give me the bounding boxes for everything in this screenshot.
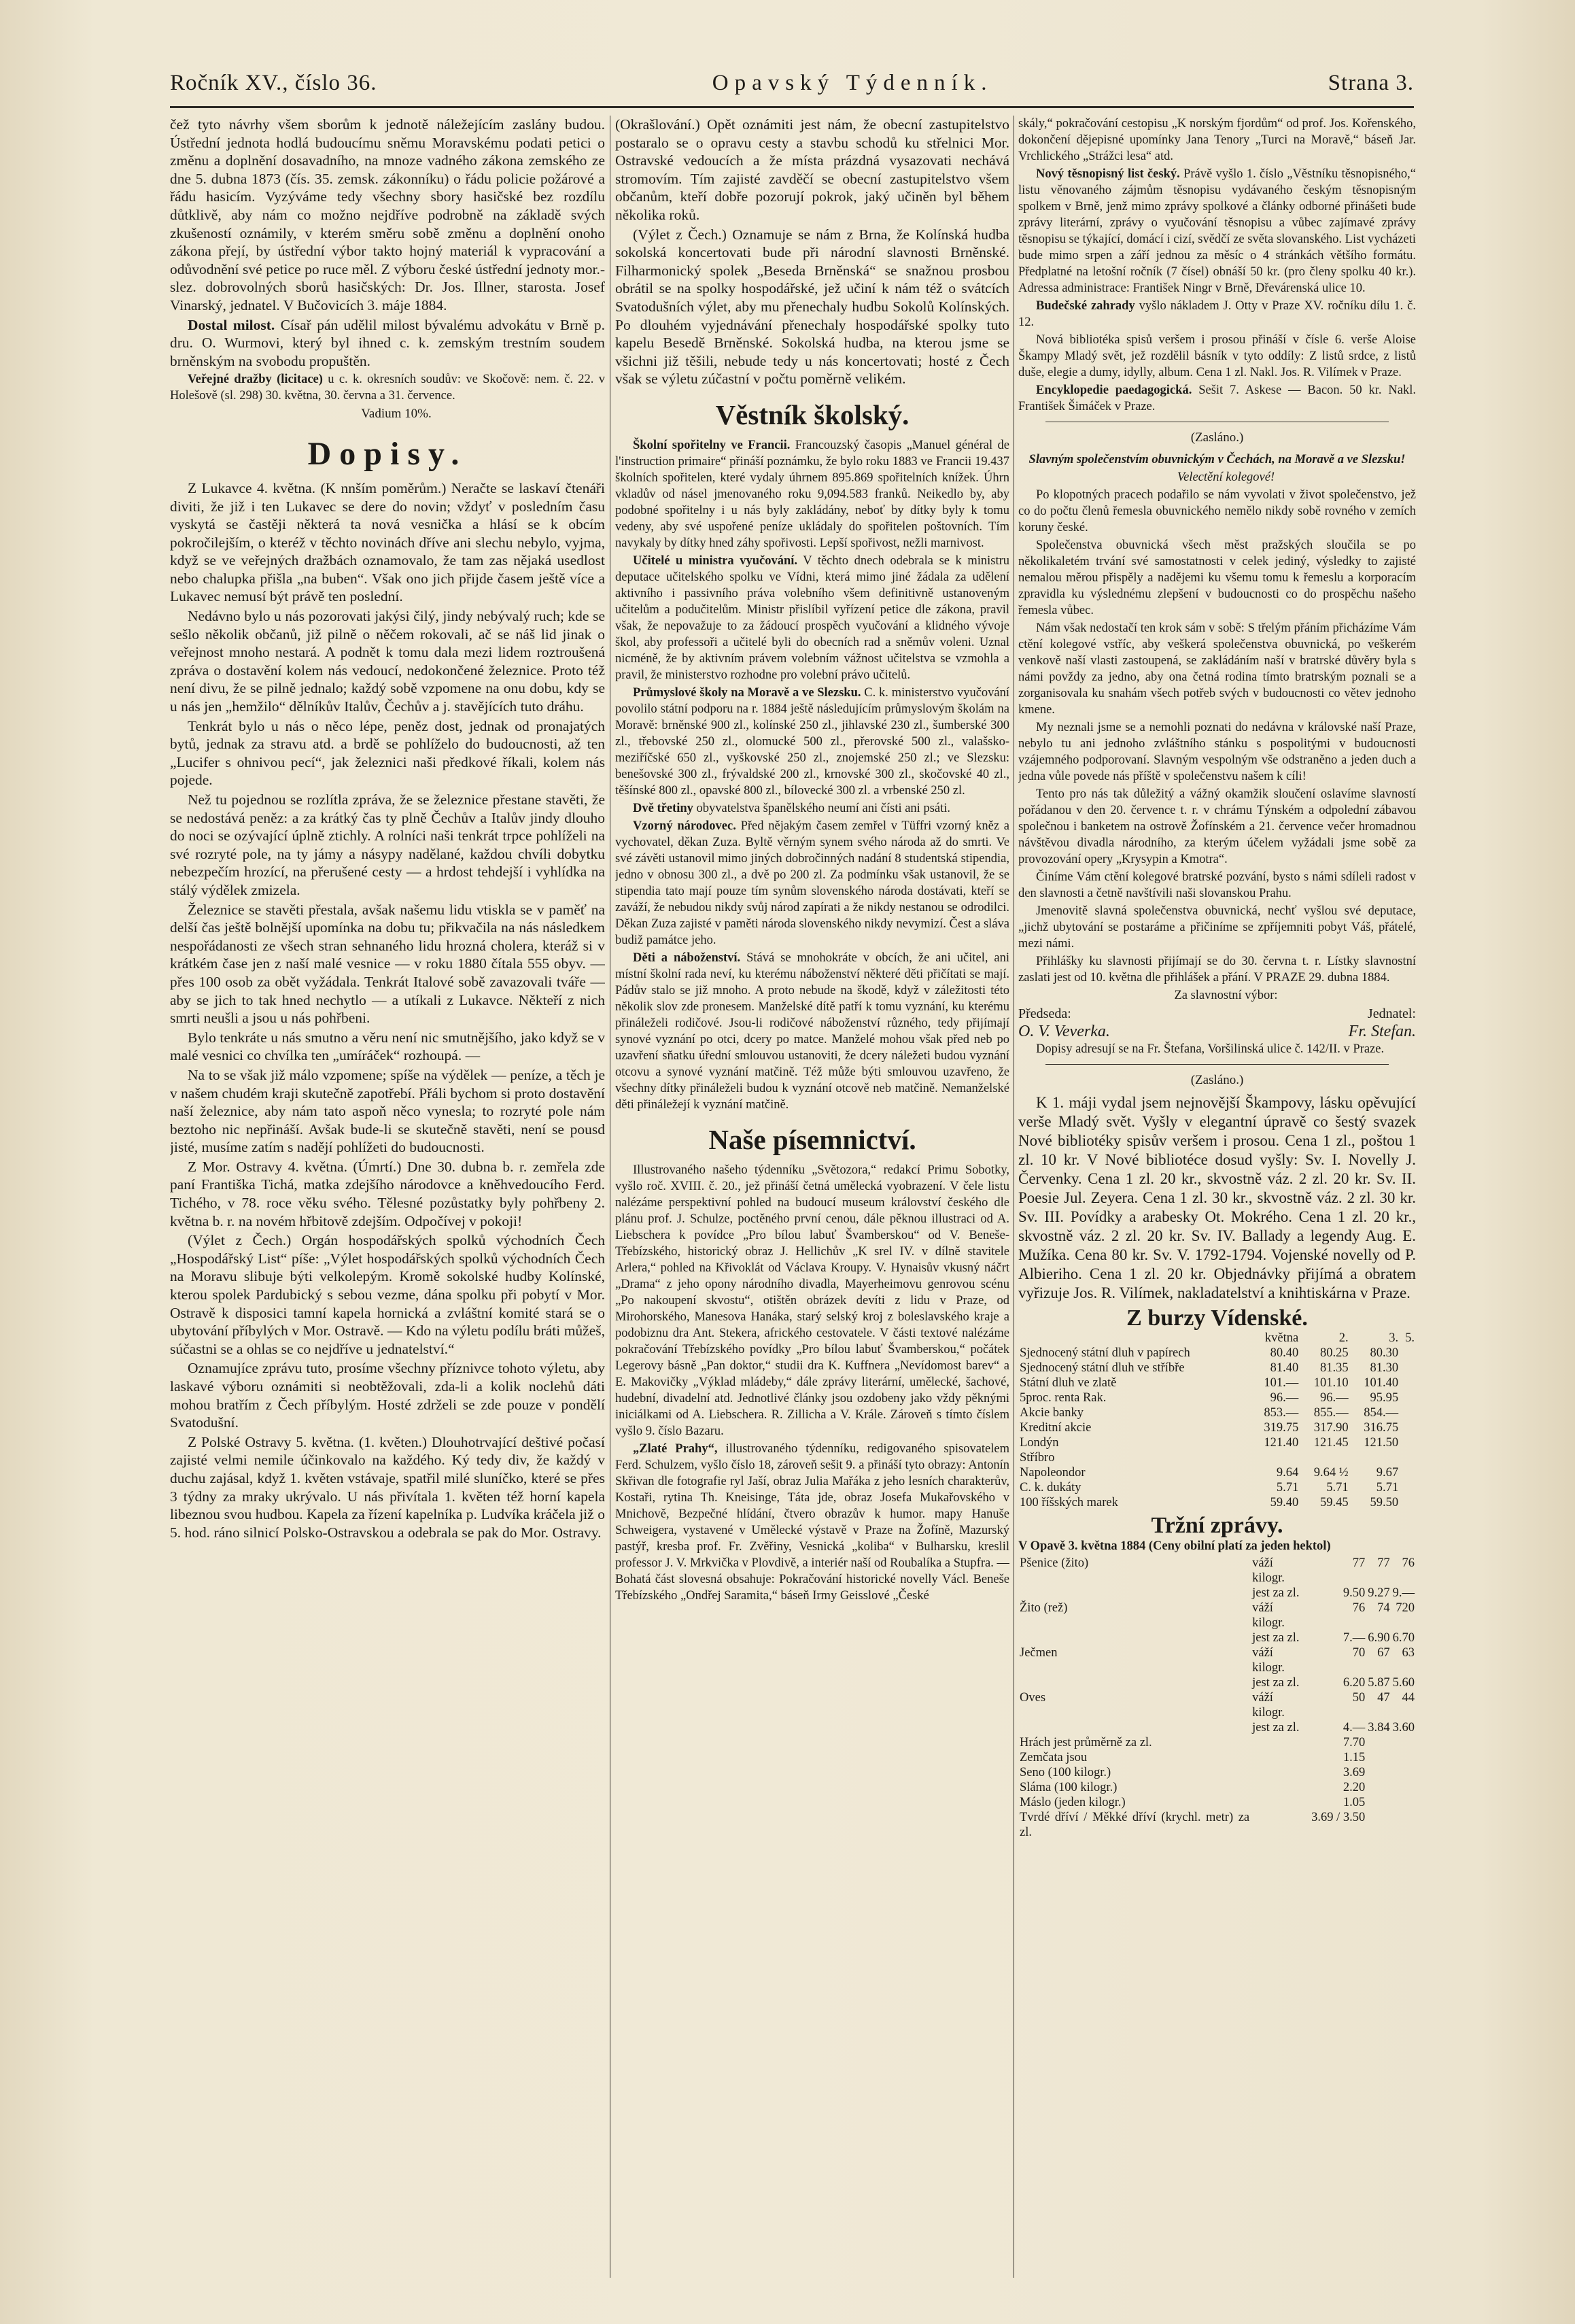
table-cell [1018, 1675, 1251, 1690]
table-cell: 855.— [1313, 1405, 1349, 1420]
news-text: Císař pán udělil milost bývalému advokátu v Brně p. dru. O. Wurmovi, který byl ihned c. k. zemským trestním soudem brněnským na svobodu propuštěn. [170, 316, 605, 369]
advertisement: K 1. máji vydal jsem nejnovější Škampovy, lásku opěvující verše Mladý svět. Vyšly v elegantní úpravě co šestý svazek Nové bibliotéky spisův veršem i prosou. Cena 1 zl., poštou 1 zl. 10 kr. V Nové bibliotéce dosud vyšly: Sv. I. Novelly J. Červenky. Cena 1 zl. 20 kr., skvostně váz. 2 zl. 20 kr. Sv. II. Poesie Jul. Zeyera. Cena 1 zl. 30 kr., skvostně váz. 2 zl. 30 kr. Sv. III. Povídky a arabesky Ot. Mokrého. Cena 1 zl. 20 kr., skvostně váz. 2 zl. 20 kr. Sv. IV. Ballady a legendy Aug. E. Mužíka. Cena 80 kr. Sv. V. 1792-1794. Vojenské novelly od P. Albieriho. Cena 1 zl. 20 kr. Objednávky přijímá a obratem vyřizuje Jos. R. Vilímek, nakladatelství a knihtiskárna v Praze. [1018, 1094, 1416, 1302]
news-headline: Děti a náboženství. [633, 951, 741, 965]
table-cell: 59.40 [1270, 1495, 1299, 1509]
section-title-vestnik-skolsky: Věstník školský. [715, 398, 910, 430]
table-cell [1350, 1450, 1400, 1465]
table-cell: 6.20 [1343, 1675, 1366, 1690]
table-cell: 76 [1402, 1556, 1415, 1570]
table-cell [1251, 1810, 1310, 1840]
news-text: C. k. ministerstvo vyučování povolilo státní podporu na r. 1884 ještě následujícím průmyslovým školám na Moravě: brněnské 900 zl., kolínské 250 zl., jihlavské 230 zl., šumberské 300 zl., třebovské 250 zl., olomucké 500 zl., přerovské 500 zl., valašsko-meziříčské 650 zl., vyškovské 250 zl., znojemské 250 zl.; ve Slezsku: benešovské 300 zl., frývaldské 200 zl., krnovské 300 zl., skočovské 40 zl., těšínské 800 zl., opavské 800 zl., bílovecké 300 zl. a vrbenské 250 zl. [615, 685, 1009, 798]
news-text: Právě vyšlo 1. číslo „Věstníku těsnopisného,“ listu věnovaného zájmům těsnopisu vydávaného českým těsnopisným spolkem v Brně, jenž mimo zprávy spolkové a články odborné přinášeti bude zprávy literární, zprávy o vyučování těsnopisu a vůbec zajímavé zprávy těsnopisu se týkající, domácí i cizí, svědčí ze světa slovanského. List vycházeti bude mimo srpen a září jednou za měsíc o 4 stránkách většího formátu. Předplatné na letošní ročník (7 čísel) obnáší 50 kr. (pro členy spolku 40 kr.). Adressa administrace: František Ningr v Brně, Dřevárenská ulice 10. [1018, 167, 1416, 295]
table-row [1018, 1720, 1416, 1735]
news-item [615, 818, 1009, 949]
table-cell: Akcie banky [1020, 1405, 1084, 1420]
table-cell: 47 [1377, 1690, 1390, 1705]
news-headline: Průmyslové školy na Moravě a ve Slezsku. [633, 685, 861, 700]
table-cell [1366, 1735, 1391, 1750]
table-cell [1251, 1795, 1310, 1810]
table-cell: 101.10 [1313, 1375, 1349, 1390]
secretary-label: Jednatel: [1367, 1006, 1416, 1021]
letter-paragraph: Z Polské Ostravy 5. května. (1. květen.) Dlouhotrvající deštivé počasí zajisté velmi nemile účinkovalo na každého. Ký tedy div, že každý v duchu zajásal, když 1. květen vstávaje, spatřil milé sluníčko, které se přes 3 týdny za mraky ukrývalo. U nás přivítala 1. květen též horní kapela libeznou svou hudbou. Kapela za řízení kapelníka p. Ludvíka kráčela již o 5. hod. ráno silnicí Polsko-Ostravskou a odebrala se pak do Mor. Ostravy. [170, 1433, 605, 1541]
table-cell: 3.69 [1343, 1765, 1366, 1779]
issue-number: Ročník XV., číslo 36. [170, 70, 377, 95]
news-headline: Encyklopedie paedagogická. [1036, 383, 1192, 397]
table-cell: váží kilogr. [1252, 1601, 1285, 1630]
table-cell: 59.45 [1320, 1495, 1349, 1509]
trzni-rows [1018, 1556, 1416, 1840]
article-text: (Výlet z Čech.) Oznamuje se nám z Brna, že Kolínská hudba sokolská koncertovati bude při národní slavnosti Brněnské. Filharmonický spolek „Beseda Brněnská“ se snažnou prosbou obrátil se na spolky hospodářské, jež učiní k nám též o svátcích Svatodušních výlet, aby mu přenechaly hudbu Sokolů Kolínských. Po dlouhém vyjednávání přenechaly hospodářské spolky tuto kapelu Besedě Brněnské. Sokolská hudba, na kterou jsme se všichni již těšili, nebude tedy u nás koncertovati; hosté z Čech však se výletu zúčastní v počtu poměrně velikém. [615, 226, 1009, 388]
article-text: (Okrašlování.) Opět oznámiti jest nám, že obecní zastupitelstvo postaralo se o opravu cesty a stavbu schodů ku střelnici Mor. Ostravské vedoucích a že místa prázdná vysazovati nechává stromovím. Tím zajisté zavděčí se obecní zastupitelstvo všem občanům, kteří dobře pozorují pokrok, jaký učiněn byl během několika roků. [615, 116, 1009, 223]
letter-address: Dopisy adresují se na Fr. Štefana, Voršilinská ulice č. 142/II. v Praze. [1036, 1042, 1385, 1056]
table-cell: jest za zl. [1252, 1675, 1300, 1690]
table-cell: 80.25 [1320, 1346, 1349, 1360]
table-cell [1391, 1735, 1416, 1750]
letter-paragraph: Nedávno bylo u nás pozorovati jakýsi čilý, jindy nebývalý ruch; kde se sešlo několik občanů, již pilně o něčem rokovali, ač se náš lid jinak o veřejnost mnoho nestará. A podnět k tomu dala mezi lidem roztroušená zpráva o dostavění kolem nás vedoucí, nedokončené železnice. Proto též není divu, že se pilně jednalo; každý sobě vzpomene na onu dobu, kdy se u nás jen „hemžilo“ dělníkův Italův, Čechův a j. stavějících tuto dráhu. [170, 608, 605, 715]
table-cell: Žito (rež) [1020, 1601, 1068, 1615]
burza-table [1018, 1331, 1416, 1510]
table-cell [1250, 1450, 1300, 1465]
table-row [1018, 1795, 1416, 1810]
letter-paragraph: Oznamujíce zprávu tuto, prosíme všechny příznivce tohoto výletu, aby laskavé výboru oznámiti si neobtěžovali, zda-li a kolik noclehů dáti mohou bratřím z Čech příbylým. Hosté zdrželi se zde pouze v pondělí Svatodušní. [170, 1360, 605, 1431]
table-cell [1391, 1810, 1416, 1840]
table-cell [1251, 1750, 1310, 1765]
table-cell: 44 [1402, 1690, 1415, 1705]
table-cell: 101.40 [1364, 1375, 1399, 1390]
table-cell: Sláma (100 kilogr.) [1020, 1780, 1118, 1794]
table-cell: 76 [1352, 1601, 1366, 1615]
letter-paragraph: Společenstva obuvnická všech měst pražských sloučila se po několikaletém trvání své samostatnosti v celek jediný, výsledky to zajisté nemalou měrou přispěly a nadějemi ku všemu tomu k řemeslu a korporacím zpravidla ku výslednému zlepšení v budoucnosti co do prospěchu našeho řemesla vůbec. [1018, 538, 1416, 617]
table-row [1018, 1586, 1416, 1601]
table-cell [1251, 1735, 1310, 1750]
table-row [1018, 1765, 1416, 1780]
letter-paragraph: Tenkrát bylo u nás o něco lépe, peněz dost, jednak od pronajatých bytů, jednak za stravu atd. a brdě se pohlíželo do budoucnosti, až ten „Lucifer s ohnivou pecí“, jak železnici naši předkové říkali, kolem nás pojede. [170, 717, 605, 789]
burza-col-label: 2. [1338, 1331, 1349, 1345]
news-text: illustrovaného týdenníku, redigovaného spisovatelem Ferd. Schulzem, vyšlo číslo 18, zároveň sešit 9. a přináší tyto obrazy: Antonín Skřivan dle fotografie ryl Jaší, obraz Julia Mařáka z jeho lesních charakterův, Kostaři, rytina Th. Kneisinge, Táta jde, obraz Josefa Mukařovského v Mnichově, Bezpečné hlídání, čtvero obrazův k humor. mapy Hanuše Schweigera, vystavené v Umělecké výstavě v Praze na Žofíně, Mazurský pastýř, kresba prof. Fr. Zvěřiny, Vesnická „koliba“ v Bulharsku, kreslil professor J. V. Mrkvička v Plovdivě, a interiér naší od Roubalíka a Stupfra. — Bohatá část slovesná obsahuje: Pokračování historické novelly Václ. Beneše Třebízského „Ondřej Saramita,“ báseň Irmy Geisslové „České [615, 1441, 1009, 1603]
table-cell: Ječmen [1020, 1645, 1058, 1660]
page-header [170, 63, 1414, 103]
table-cell: 80.30 [1370, 1346, 1399, 1360]
table-cell: Londýn [1020, 1435, 1059, 1450]
page-number: Strana 3. [1328, 70, 1414, 95]
table-row [1018, 1675, 1416, 1690]
table-row [1018, 1420, 1416, 1435]
table-row [1018, 1465, 1416, 1480]
chair-label: Předseda: [1018, 1006, 1071, 1021]
news-item [615, 685, 1009, 799]
section-title-dopisy: Dopisy. [307, 435, 468, 472]
news-item [615, 1441, 1009, 1604]
table-row [1018, 1495, 1416, 1510]
table-cell [1366, 1750, 1391, 1765]
table-row [1018, 1450, 1416, 1465]
table-cell: 2.20 [1343, 1780, 1366, 1794]
column-right [1018, 116, 1416, 2278]
letter-paragraph: Přihlášky ku slavnosti přijímají se do 30. června t. r. Lístky slavnostní zaslati jest od 10. května dle přihlášek a přání. V PRAZE 29. dubna 1884. [1018, 954, 1416, 985]
table-cell: 121.50 [1364, 1435, 1399, 1450]
table-cell: 70 [1352, 1645, 1366, 1660]
table-cell: 5.71 [1326, 1480, 1349, 1494]
table-cell: jest za zl. [1252, 1720, 1300, 1735]
table-cell [1391, 1765, 1416, 1780]
chair-name: O. V. Veverka. [1018, 1023, 1110, 1041]
table-cell: 9.64 [1276, 1465, 1299, 1480]
table-cell: 101.— [1264, 1375, 1299, 1390]
burza-header-row [1018, 1331, 1416, 1346]
table-cell [1018, 1720, 1251, 1735]
table-cell: 81.30 [1370, 1361, 1399, 1375]
table-cell: 7.70 [1343, 1735, 1366, 1749]
table-row [1018, 1735, 1416, 1750]
table-cell: váží kilogr. [1252, 1645, 1285, 1675]
vadium-note: Vadium 10%. [361, 407, 432, 422]
table-cell: Hrách jest průměrně za zl. [1020, 1735, 1152, 1749]
table-cell: Kreditní akcie [1020, 1420, 1092, 1435]
news-text: vyšlo nákladem J. Otty v Praze XV. ročníku dílu 1. č. 12. [1018, 299, 1416, 329]
news-text: Sešit 7. Askese — Bacon. 50 kr. Nakl. František Šimáček v Praze. [1018, 383, 1416, 413]
news-item [615, 800, 1009, 817]
table-cell: jest za zl. [1252, 1586, 1300, 1600]
news-text: Francouzský časopis „Manuel général de l'instruction primaire“ přináší poznámku, že bylo roku 1883 ve Francii 19.437 školních spořitelen, které vydaly úhrnem 895.869 spořitelních knížek. Úhrn vkladův od násel jmenovaného roku 9,094.583 franků. Neikedlo by, aby podobné spořitelny i u nás byly zakládány, neboť by dítky byly k tomu vedeny, aby své uspořené peníze ukládaly do spořitelen poštovních. Tím navykaly by dítky hned záhy spořivosti. Lepší spořivost, nežli marnivost. [615, 438, 1009, 550]
table-cell: 9.50 [1343, 1586, 1366, 1600]
table-cell: 63 [1402, 1645, 1415, 1660]
table-cell: 81.35 [1320, 1361, 1349, 1375]
news-text: V těchto dnech odebrala se k ministru deputace učitelského spolku ve Vídni, která mimo jiné žádala za udělení aktivního i passivního práva volebního všem definitivně ustanoveným učitelům a podučitelům. Ministr přislíbil vyřízení petice dle zákona, pravil však, že nepovažuje to za žádoucí prospěch vyučování a klidného vývoje škol, aby professoři a učitelé byli do obecních rad a sněmův voleni. Uznal nicméně, že by aktivním právem volebním vážnost učitelstva se vzmohla a pravil, že ministerstvo rozhodne pro volební právo učitelů. [615, 553, 1009, 682]
table-cell: 5.71 [1276, 1480, 1299, 1494]
table-cell: 96.— [1320, 1390, 1349, 1405]
letter-paragraph: My neznali jsme se a nemohli poznati do nedávna v královské naší Praze, nebylo tu ani jednoho zvláštního stánku s pospolitými v budoucnosti vzájemného podporovaní. Slavným vespolným vše odstraněno a jeden duch a jedna vůle povede nás příště v společenstvu našem k cíli! [1018, 720, 1416, 783]
table-row [1018, 1690, 1416, 1720]
table-cell: 9.27 [1368, 1586, 1390, 1600]
burza-col-label: 5. [1405, 1331, 1415, 1345]
table-cell: Zemčata jsou [1020, 1750, 1088, 1764]
burza-col-label: 3. [1389, 1331, 1399, 1345]
letter-paragraph: Činíme Vám ctění kolegové bratrské pozvání, bysto s námi sdíleli radost v den slavnosti a četně navštívili naši slovanskou Prahu. [1018, 870, 1416, 900]
table-row [1018, 1556, 1416, 1586]
divider [1045, 1064, 1389, 1065]
table-cell: 121.45 [1313, 1435, 1349, 1450]
table-cell: Máslo (jeden kilogr.) [1020, 1795, 1126, 1809]
table-cell: 3.69 / 3.50 [1311, 1810, 1366, 1824]
table-cell [1300, 1450, 1349, 1465]
table-cell: 317.90 [1313, 1420, 1349, 1435]
news-headline: Školní spořitelny ve Francii. [633, 438, 791, 452]
table-cell: 96.— [1270, 1390, 1299, 1405]
table-cell: váží kilogr. [1252, 1556, 1285, 1585]
table-cell: 4.— [1343, 1720, 1366, 1735]
table-cell: 7.— [1343, 1630, 1366, 1645]
table-cell: 6.70 [1392, 1630, 1415, 1645]
table-row [1018, 1480, 1416, 1495]
table-row [1018, 1405, 1416, 1420]
news-headline: Nový těsnopisný list český. [1036, 167, 1180, 181]
table-row [1018, 1645, 1416, 1675]
news-item [170, 316, 605, 371]
news-item [170, 371, 605, 404]
literature-item: Illustrovaného našeho týdenníku „Světozora,“ redakcí Primu Sobotky, vyšlo roč. XVIII. č. 20., jež přináší četná umělecká vyobrazení. V čele listu nalézáme perspektivní pohled na budoucí museum království českého dle plánu prof. J. Schulze, poctěného první cenou, dále pěknou illustraci od A. Liebschera k povídce „Pro bílou labuť Švamberskou“ od V. Beneše-Třebízského, historický obraz J. Hellichův „K srel IV. v dílně stavitele Arlera,“ pohled na Křivoklát od Václava Kroupy. V. Hynaisův vkusný náčrt „Drama“ z jeho opony národního divadla, Mayerheimovu genrovou scénu „Po nakoupení skvostu“, otištěn obrázek devíti z lidu v Praze, od Mirohorského, Manesova Hanáka, starý selský kroj z boleslavského kraje a podobiznu dra Ant. Stekera, afrického cestovatele. V části textové nalézáme pokračování Třebízského povídky „Pro bílou labuť Švamberskou,“ počátek Legerovy básně „Pan doktor,“ studii dra K. Kuffnera „Nevídomost barev“ a E. Makovičky „Výklad mládeby,“ dále zprávy literární, umělecké, šachové, hudební, divadelní atd. Jednotlivé články jsou ozdobeny jako vždy pěknými iniciálkami od A. Liebschera. R. Zillicha a V. Krále. Zároveň s tímto číslem vyšlo 9. číslo Bazaru. [615, 1163, 1009, 1438]
news-item [615, 437, 1009, 551]
table-cell: Pšenice (žito) [1020, 1556, 1089, 1570]
table-row [1018, 1375, 1416, 1390]
trzni-table [1018, 1556, 1416, 1840]
table-cell: 50 [1352, 1690, 1366, 1705]
news-text: u c. k. okresních soudův: ve Skočově: nem. č. 22. v Holešově (sl. 298) 30. května, 30. června a 31. července. [170, 373, 605, 403]
table-cell: 3.60 [1392, 1720, 1415, 1735]
burza-title: Z burzy Vídenské. [1126, 1305, 1308, 1331]
table-cell: 59.50 [1370, 1495, 1399, 1509]
table-cell: 853.— [1264, 1405, 1299, 1420]
table-cell: 5.71 [1376, 1480, 1399, 1494]
table-cell: Stříbro [1020, 1450, 1055, 1465]
article-text: Nová bibliotéka spisů veršem i prosou přináší v čísle 6. verše Aloise Škampy Mladý svět, jež rozdělil básník v tyto oddíly: Z listů srdce, z listů duše, elegie a dumy, idylly, album. Cena 1 zl. Nakl. Jos. R. Vilímek v Praze. [1018, 333, 1416, 379]
table-cell: 77 [1352, 1556, 1366, 1570]
table-cell: 1.15 [1343, 1750, 1366, 1764]
news-text: Před nějakým časem zemřel v Tüffri vzorný kněz a vychovatel, děkan Zuza. Byltě věrným synem svého národa až do smrti. Ve své závěti ustanovil mimo jiných dobročinných nadání 8 studentská stipendia, jedno v obnosu 300 zl., a dvě po 200 zl. Za podmínku však ustanovil, že se stipendia tato mají pouze tím synům slovenského národa dostávati, kteří se zaváží, že nebudou nikdy svůj národ zapírati a že nikdy nestanou se odrodilci. Děkan Zuza zajisté v paměti národa slovenského nikdy nevymizí. Čest a sláva budiž památce jeho. [615, 819, 1009, 947]
table-cell [1018, 1630, 1251, 1645]
table-cell: 9.— [1392, 1586, 1415, 1600]
letter-paragraph: Než tu pojednou se rozlítla zpráva, že se železnice přestane stavěti, že se nedostává peněz: a za krátký čas ty plně Čechův a Italův jindy dlouho do noci se ozývající úplně ztichly. A rolníci naši tenkrát trpce pohlíželi na své rozryté pole, na ty jámy a násypy nadělané, každou chvíli dobytku nebezpečím hrozící, na přerušené cesty — a hrdost tehdejší i vyhlídka na stálý výdělek zmizela. [170, 791, 605, 898]
table-cell [1018, 1586, 1251, 1601]
table-cell: 80.40 [1270, 1346, 1299, 1360]
column-left [170, 116, 605, 2278]
letter-paragraph: Bylo tenkráte u nás smutno a věru není nic smutnějšího, jako když se v malé vesnici co chvílka ten „umíráček“ rozhoupá. — [170, 1029, 605, 1064]
trzni-title: Tržní zprávy. [1151, 1512, 1283, 1538]
news-headline: Dvě třetiny [633, 801, 693, 815]
news-headline: Veřejné dražby (licitace) [188, 373, 323, 387]
letter-paragraph: Jmenovitě slavná společenstva obuvnická, nechť vyšlou své deputace, „jichž ubytování se postaráme a přičiníme se zpříjemniti pobyt Váš, přátelé, mezi námi. [1018, 904, 1416, 951]
letter-title: Slavným společenstvím obuvnickým v Čechách, na Moravě a ve Slezsku! [1028, 452, 1406, 466]
news-item [615, 553, 1009, 683]
table-cell [1251, 1765, 1310, 1780]
letter-paragraph: Na to se však již málo vzpomene; spíše na výdělek — peníze, a těch je v našem chudém kraji skutečně zapotřebí. Přáli bychom si proto dostavění naší železnice, aby nám tato aspoň něco vynesla; to rozryté pole nám beztoho nic nepřináší. Avšak bude-li se skutečně stavěti, není se pousd jisté, musíme zatím s nadějí pohlížeti do budoucnosti. [170, 1066, 605, 1156]
table-row [1018, 1390, 1416, 1405]
news-headline: „Zlaté Prahy“, [633, 1441, 718, 1456]
table-row [1018, 1810, 1416, 1840]
letter-paragraph: Tento pro nás tak důležitý a vážný okamžik sloučení oslavíme slavností pořádanou v den 20. července t. r. v chrámu Týnském a odpolední zábavou společnou i banketem na ostrově Žofínském a 21. července večer hromadnou návštěvou divadla národního, za kterým účelem vyžádali jsme sobě za provozování opery „Krysypin a Kmotra“. [1018, 787, 1416, 866]
news-text: obyvatelstva španělského neumí ani čísti ani psáti. [696, 801, 951, 815]
table-cell: 77 [1377, 1556, 1390, 1570]
news-item [615, 950, 1009, 1113]
table-cell [1391, 1795, 1416, 1810]
newspaper-title: Opavský Týdenník. [712, 70, 993, 95]
zaslano-label: (Zasláno.) [1190, 430, 1244, 445]
signature-labels [1018, 1005, 1416, 1023]
committee-label: Za slavnostní výbor: [1174, 988, 1278, 1002]
table-cell: 9.64 ½ [1313, 1465, 1349, 1480]
news-item [1018, 166, 1416, 296]
table-cell [1366, 1780, 1391, 1795]
table-cell: 6.90 [1368, 1630, 1390, 1645]
table-cell: 9.67 [1376, 1465, 1399, 1480]
table-cell: 81.40 [1270, 1361, 1299, 1375]
table-cell [1391, 1750, 1416, 1765]
table-cell: jest za zl. [1252, 1630, 1300, 1645]
letter-greeting: Velectění kolegové! [1177, 470, 1275, 484]
letter-paragraph: Železnice se stavěti přestala, avšak našemu lidu vtiskla se v paměť na delší čas ještě bolnější upomínka na dobu tu; přikvačila na nás následkem nespořádanosti ze všech stran sehnaného lidu hrozná cholera, kteráž si v krátkém čase jen z naší malé vesnice — v roku 1880 čítala 555 obyv. — přes 100 osob za obět vyžádala. Tenkrát Italové sobě zavazovali tváře — aby se jich to tak hned nechytlo — a utíkali z Lukavce. Někteří z nich smrti neušli a jsou u nás pohřbeni. [170, 901, 605, 1027]
zaslano-label: (Zasláno.) [1190, 1072, 1244, 1087]
news-text: Stává se mnohokráte v obcích, že ani učitel, ani místní školní rada neví, ku kterému náboženství některé děti přičítati se mají. Pádův stalo se již mnoho. A proto nebude na škodě, když v záležitosti této několik slov zde pronesem. Manželské dítě patří k tomu vyznání, ku kterému přináleželi rodičové. Jsou-li rodičové náboženství různého, tedy přijímají synové vyznání po otci, dcery po matce. Manželé mohou však před neb po uzavření sňatku úřední smlouvou ustanoviti, že dcery náležeti budou vyznání otcovu a synové vyznání matčině. Též může býti smlouvou uzavřeno, že všechny dítky přináleželi budou k vyznání otcově neb matčině. Nemanželské děti přináležejí k vyznání matčině. [615, 951, 1009, 1112]
section-title-nase-pisemnictvi: Naše písemnictví. [708, 1123, 916, 1155]
table-cell: Sjednocený státní dluh v papírech [1020, 1346, 1190, 1360]
news-item [1018, 298, 1416, 330]
table-row [1018, 1780, 1416, 1795]
column-middle [615, 116, 1009, 2278]
letter-paragraph: Z Mor. Ostravy 4. května. (Úmrtí.) Dne 30. dubna b. r. zemřela zde paní Františka Tichá, matka zdejšího národovce a kněhvedoucího Ferd. Tichého, v 78. roce věku svého. Tělesné pozůstatky byly pohřbeny 2. května b. r. na novém hřbitově zdejším. Odpočívej v pokoji! [170, 1158, 605, 1229]
table-cell: 720 [1396, 1601, 1415, 1615]
table-row [1018, 1630, 1416, 1645]
table-cell [1251, 1780, 1310, 1795]
table-row [1018, 1346, 1416, 1361]
table-cell: 1.05 [1343, 1795, 1366, 1809]
table-cell: 854.— [1364, 1405, 1399, 1420]
letter-paragraph: (Výlet z Čech.) Orgán hospodářských spolků východních Čech „Hospodářský List“ píše: „Výlet hospodářských spolků východních Čech na Moravu slibuje býti velkolepým. Kromě sokolské hudby Kolínské, kterou spolek Pardubický s sebou vezme, dána spolku při pobytí v Mor. Ostravě k disposici tamní kapela hornická a zvláštní komité stará se o ubytování příbylých v Mor. Ostravě. — Kdo na výletu podílu bráti můžeš, súčastni se a ohlas se co nejdříve u jednatelství.“ [170, 1232, 605, 1357]
table-cell: 95.95 [1370, 1390, 1399, 1405]
letter-paragraph: Po klopotných pracech podařilo se nám vyvolati v život společenstvo, jež co do počtu členů řemesla obuvnického nemělo nikdy sobě rovného v zemích koruny české. [1018, 488, 1416, 534]
burza-col-label: května [1264, 1331, 1299, 1345]
table-cell: 74 [1377, 1601, 1390, 1615]
news-headline: Budečské zahrady [1036, 299, 1135, 313]
burza-rows [1018, 1346, 1416, 1510]
letter-paragraph: Nám však nedostačí ten krok sám v sobě: S třelým přáním přicházíme Vám ctění kolegové vstříc, aby veškerá společenstva obuvnická, po veškerém venkově naší vlasti zastoupená, se zakládáním naší v bratrské důvěry byla s námi povždy za jedno, aby ona četná rodina tímto bratrským poznali se a zorganisovala ku snahám všech potřeb svých v budoucnosti co větev jednoho kmene. [1018, 621, 1416, 717]
table-cell: 121.40 [1264, 1435, 1299, 1450]
news-headline: Dostal milost. [188, 316, 275, 333]
signatures [1018, 1023, 1416, 1041]
table-cell: 67 [1377, 1645, 1390, 1660]
table-cell: Sjednocený státní dluh ve stříbře [1020, 1361, 1185, 1375]
table-cell [1366, 1810, 1391, 1840]
article-text: skály,“ pokračování cestopisu „K norským fjordům“ od prof. Jos. Kořenského, dokončení dějepisné upomínky Jana Tenory „Turci na Moravě,“ báseň Jar. Vrchlického „Strážci lesa“ atd. [1018, 117, 1416, 163]
table-cell: 5.60 [1392, 1675, 1415, 1690]
table-cell: 5proc. renta Rak. [1020, 1390, 1107, 1405]
table-cell: 3.84 [1368, 1720, 1390, 1735]
article-text: čež tyto návrhy všem sborům k jednotě náležejícím zaslány budou. Ústřední jednota hodlá budoucímu sněmu Moravskému podati petici o změnu a doplnění dosavadního, na mnoze vadného zákona zemského ze dne 5. dubna 1873 (čís. 35. zemsk. zákonníku) o řádu policie požárové a řádu hasicím. Vyzýváme tedy všechny sbory hasičské bez rozdílu důtklivě, aby nám co možno nejdříve podrobně na základě svých zkušeností oznámily, v kterém směru sobě změnu a doplnění onoho zákona přejí, by ústřední výbor takto hojný materiál k vypracování a odůvodnění své petice po ruce měl. Z výboru české ústřední jednoty mor.-slez. dobrovolných sborů hasičských: Dr. Jos. Illner, starosta. Josef Vinarský, jednatel. V Bučovicích 3. máje 1884. [170, 116, 605, 313]
table-cell: Seno (100 kilogr.) [1020, 1765, 1111, 1779]
table-cell: váží kilogr. [1252, 1690, 1285, 1720]
table-cell [1366, 1795, 1391, 1810]
table-cell: 319.75 [1264, 1420, 1299, 1435]
news-headline: Učitelé u ministra vyučování. [633, 553, 798, 568]
header-rule [170, 106, 1414, 108]
table-row [1018, 1361, 1416, 1375]
table-cell: C. k. dukáty [1020, 1480, 1081, 1494]
news-headline: Vzorný národovec. [633, 819, 736, 833]
letter-paragraph: Z Lukavce 4. května. (K nnším poměrům.) Neračte se laskaví čtenáři diviti, že již i ten Lukavec se dere do novin; vždyť v posledním času vyskytá se častěji některá ta nová vesnička a hlásí se k obcím pokročilejším, o kteréž v těchto novinách dříve ani slechu nebylo, vyjma, když se ve veřejných dražbách oznamovalo, že tam zas nějaká usedlost nebo chalupka přišla „na buben“. Však ono jich přijde časem ještě více a Lukavec nemusí být právě ten poslední. [170, 479, 605, 605]
table-cell: Napoleondor [1020, 1465, 1086, 1480]
table-cell [1391, 1780, 1416, 1795]
table-cell: Tvrdé dříví / Měkké dříví (krychl. metr) za zl. [1020, 1810, 1250, 1839]
secretary-name: Fr. Stefan. [1348, 1023, 1416, 1041]
table-cell: Státní dluh ve zlatě [1020, 1375, 1117, 1390]
table-row [1018, 1750, 1416, 1765]
table-row [1018, 1435, 1416, 1450]
table-cell: 316.75 [1364, 1420, 1399, 1435]
trzni-subtitle: V Opavě 3. května 1884 (Ceny obilní platí za jeden hektol) [1018, 1539, 1331, 1553]
table-row [1018, 1601, 1416, 1630]
table-cell: Oves [1020, 1690, 1046, 1705]
table-cell: 100 říšských marek [1020, 1495, 1118, 1509]
news-item [1018, 382, 1416, 415]
table-cell: 5.87 [1368, 1675, 1390, 1690]
table-cell [1366, 1765, 1391, 1780]
